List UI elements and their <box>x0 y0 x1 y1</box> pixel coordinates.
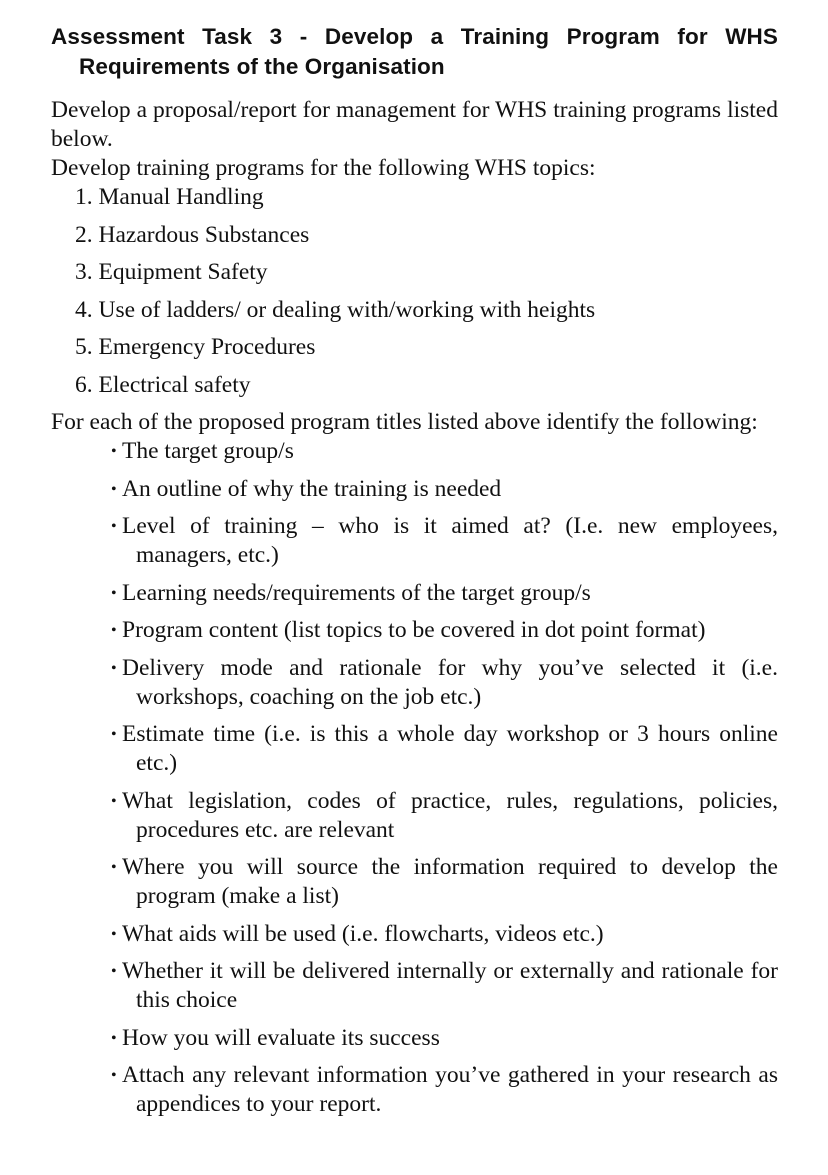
list-item <box>111 720 778 778</box>
list-item <box>111 920 778 949</box>
topic-item: 2. Hazardous Substances <box>75 221 310 248</box>
bullet-icon: • <box>111 584 117 602</box>
bullet-icon: • <box>111 443 117 460</box>
bullet-icon: • <box>111 1067 117 1084</box>
list-item-text: Where you will source the information required to develop the program (make a list) <box>122 854 778 909</box>
list-item-text: Learning needs/requirements of the target group/s <box>122 579 591 606</box>
bullet-icon: • <box>111 518 117 535</box>
bullet-icon: • <box>111 726 117 743</box>
list-item <box>111 1024 778 1053</box>
topics-list <box>51 183 778 408</box>
list-item-text: Program content (list topics to be covered in dot point format) <box>122 617 706 643</box>
bullet-icon: • <box>111 659 117 677</box>
topic-item: 4. Use of ladders/ or dealing with/working with heights <box>75 296 596 323</box>
list-item <box>111 579 778 608</box>
topics-intro: Develop training programs for the following WHS topics: <box>51 155 596 181</box>
list-item-text: What legislation, codes of practice, rules, regulations, policies, procedures etc. are relevant <box>122 787 778 843</box>
bullet-icon: • <box>111 622 117 639</box>
bullet-icon: • <box>111 792 117 810</box>
list-item-text: How you will evaluate its success <box>122 1024 440 1051</box>
list-item-text: What aids will be used (i.e. flowcharts, videos etc.) <box>122 920 604 947</box>
list-item-text: Whether it will be delivered internally or externally and rationale for this choice <box>122 958 778 1013</box>
list-item <box>111 654 778 712</box>
list-item-text: Delivery mode and rationale for why you’ve selected it (i.e. workshops, coaching on the job etc.) <box>122 654 778 710</box>
list-item <box>111 437 778 466</box>
bullet-icon: • <box>111 925 117 943</box>
bullet-icon: • <box>111 859 117 876</box>
topic-item: 5. Emergency Procedures <box>75 334 316 360</box>
list-item-text: Level of training – who is it aimed at? (I.e. new employees, managers, etc.) <box>122 513 778 568</box>
bullet-icon: • <box>111 1029 117 1047</box>
bullet-icon: • <box>111 480 117 498</box>
page-title: Assessment Task 3 - Develop a Training Program for WHS Requirements of the Organisation <box>51 24 778 79</box>
topic-item: 6. Electrical safety <box>75 371 251 398</box>
list-item <box>111 957 778 1015</box>
topic-item: 1. Manual Handling <box>75 184 264 210</box>
list-item-text: An outline of why the training is needed <box>122 475 502 502</box>
bullet-icon: • <box>111 963 117 980</box>
topic-item: 3. Equipment Safety <box>75 259 268 285</box>
list-item <box>111 616 778 645</box>
list-item <box>111 512 778 570</box>
list-item <box>111 475 778 504</box>
list-item <box>111 1061 778 1119</box>
list-item-text: Attach any relevant information you’ve gathered in your research as appendices to your report. <box>122 1062 778 1117</box>
list-item-text: The target group/s <box>122 438 294 464</box>
intro-paragraph: Develop a proposal/report for management for WHS training programs listed below. <box>51 97 778 152</box>
list-item-text: Estimate time (i.e. is this a whole day workshop or 3 hours online etc.) <box>122 721 778 776</box>
requirements-list <box>51 437 778 1119</box>
document-page <box>51 22 778 1128</box>
list-item <box>111 787 778 845</box>
list-item <box>111 853 778 911</box>
instruction-paragraph: For each of the proposed program titles listed above identify the following: <box>51 409 758 435</box>
